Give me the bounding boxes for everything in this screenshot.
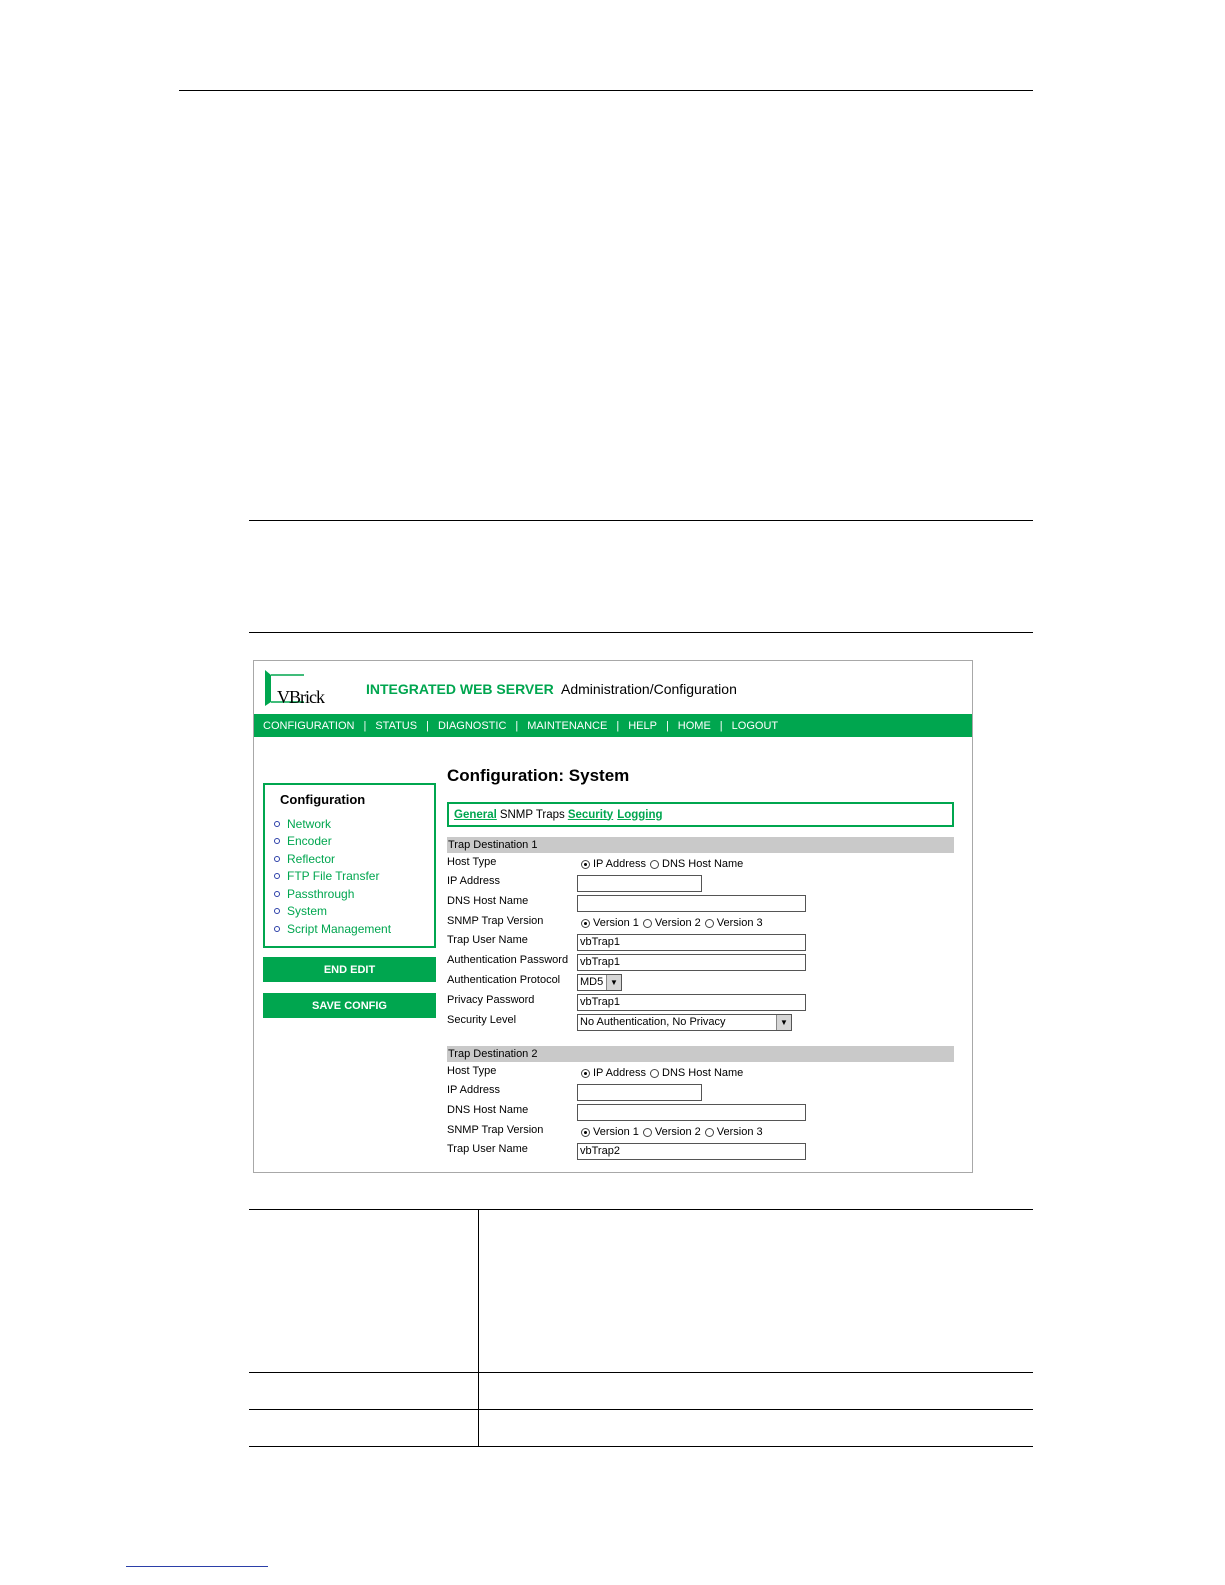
- bullet-icon: [274, 873, 280, 879]
- nav-separator: |: [363, 719, 367, 732]
- logo-text: VBrick: [277, 687, 324, 707]
- trap1-user-row: [447, 932, 954, 952]
- radio-version-2[interactable]: [643, 1128, 652, 1137]
- ip-address-label: IP Address: [447, 1084, 500, 1096]
- sidebar-item-passthrough[interactable]: Passthrough: [274, 885, 391, 903]
- trap2-host-type-row: [447, 1063, 954, 1083]
- trap1-dns-row: [447, 893, 954, 913]
- nav-help[interactable]: HELP: [628, 719, 657, 732]
- save-config-button[interactable]: SAVE CONFIG: [263, 993, 436, 1018]
- note-top-rule: [249, 520, 1033, 521]
- app-title: INTEGRATED WEB SERVER: [366, 681, 554, 697]
- trap2-ip-row: [447, 1082, 954, 1102]
- section-heading-trap1: Trap Destination 1: [447, 837, 954, 853]
- radio-version-2[interactable]: [643, 919, 652, 928]
- auth-protocol-select[interactable]: MD5 ▼: [577, 974, 622, 991]
- section-heading-trap2: Trap Destination 2: [447, 1046, 954, 1062]
- nav-diagnostic[interactable]: DIAGNOSTIC: [437, 719, 507, 732]
- radio-dns-host-name[interactable]: [650, 1069, 659, 1078]
- auth-password-label: Authentication Password: [447, 954, 569, 966]
- snmp-trap-version-label: SNMP Trap Version: [447, 1124, 544, 1136]
- dns-host-name-label: DNS Host Name: [447, 895, 529, 907]
- table-row-rule: [249, 1372, 1033, 1373]
- sidebar-item-network[interactable]: Network: [274, 815, 391, 833]
- sidebar-item-encoder[interactable]: Encoder: [274, 833, 391, 851]
- tab-security[interactable]: Security: [567, 808, 614, 821]
- app-header: [254, 661, 972, 714]
- dropdown-arrow-icon: ▼: [776, 1015, 791, 1030]
- tab-general[interactable]: General: [454, 808, 497, 821]
- sidebar-item-ftp[interactable]: FTP File Transfer: [274, 868, 391, 886]
- top-nav: [254, 714, 972, 737]
- privacy-password-label: Privacy Password: [447, 994, 535, 1006]
- dns-host-name-input[interactable]: [577, 895, 806, 912]
- sidebar-list: [274, 815, 391, 938]
- trap1-priv-pw-row: [447, 992, 954, 1012]
- privacy-password-input[interactable]: vbTrap1: [577, 994, 806, 1011]
- trap2-version-row: [447, 1122, 954, 1142]
- table-top-rule: [249, 1209, 1033, 1210]
- trap1-host-type-row: [447, 854, 954, 874]
- sidebar-item-reflector[interactable]: Reflector: [274, 850, 391, 868]
- host-type-label: Host Type: [447, 1065, 497, 1077]
- trap-user-name-input[interactable]: vbTrap1: [577, 934, 806, 951]
- auth-protocol-label: Authentication Protocol: [447, 974, 561, 986]
- auth-password-input[interactable]: vbTrap1: [577, 954, 806, 971]
- trap1-auth-proto-row: [447, 972, 954, 992]
- table-bottom-rule: [249, 1446, 1033, 1447]
- trap2-user-row: [447, 1141, 954, 1161]
- web-server-screenshot: [253, 660, 973, 1173]
- version-options: Version 1 Version 2 Version 3: [577, 913, 763, 933]
- ip-address-input[interactable]: [577, 875, 702, 892]
- radio-ip-address[interactable]: [581, 1069, 590, 1078]
- bullet-icon: [274, 891, 280, 897]
- dropdown-arrow-icon: ▼: [606, 975, 621, 990]
- host-type-label: Host Type: [447, 856, 497, 868]
- nav-separator: |: [515, 719, 519, 732]
- trap-user-name-input[interactable]: vbTrap2: [577, 1143, 806, 1160]
- bullet-icon: [274, 856, 280, 862]
- bullet-icon: [274, 838, 280, 844]
- security-level-label: Security Level: [447, 1014, 517, 1026]
- page-top-rule: [179, 90, 1033, 91]
- dns-host-name-label: DNS Host Name: [447, 1104, 529, 1116]
- version-options: Version 1 Version 2 Version 3: [577, 1122, 763, 1142]
- radio-version-1[interactable]: [581, 1128, 590, 1137]
- end-edit-button[interactable]: END EDIT: [263, 957, 436, 982]
- radio-version-1[interactable]: [581, 919, 590, 928]
- nav-configuration[interactable]: CONFIGURATION: [263, 719, 355, 732]
- config-sidebar: [263, 783, 436, 948]
- vbrick-logo: [264, 669, 324, 707]
- security-level-select[interactable]: No Authentication, No Privacy ▼: [577, 1014, 792, 1031]
- app-subtitle: Administration/Configuration: [561, 681, 737, 697]
- bullet-icon: [274, 908, 280, 914]
- trap2-dns-row: [447, 1102, 954, 1122]
- bullet-icon: [274, 926, 280, 932]
- bullet-icon: [274, 821, 280, 827]
- footer-link-underline[interactable]: [126, 1566, 268, 1567]
- sidebar-title: Configuration: [280, 792, 366, 807]
- tab-logging[interactable]: Logging: [617, 808, 663, 821]
- nav-home[interactable]: HOME: [677, 719, 711, 732]
- page-title: Configuration: System: [447, 766, 630, 785]
- nav-logout[interactable]: LOGOUT: [731, 719, 779, 732]
- nav-separator: |: [616, 719, 620, 732]
- nav-separator: |: [665, 719, 669, 732]
- dns-host-name-input[interactable]: [577, 1104, 806, 1121]
- nav-maintenance[interactable]: MAINTENANCE: [527, 719, 608, 732]
- sidebar-item-system[interactable]: System: [274, 903, 391, 921]
- table-row-rule: [249, 1409, 1033, 1410]
- ip-address-label: IP Address: [447, 875, 500, 887]
- host-type-options: IP Address DNS Host Name: [577, 1063, 743, 1083]
- radio-dns-host-name[interactable]: [650, 860, 659, 869]
- snmp-trap-version-label: SNMP Trap Version: [447, 915, 544, 927]
- trap1-ip-row: [447, 873, 954, 893]
- radio-version-3[interactable]: [705, 919, 714, 928]
- radio-ip-address[interactable]: [581, 860, 590, 869]
- note-bottom-rule: [249, 632, 1033, 633]
- nav-separator: |: [719, 719, 723, 732]
- nav-separator: |: [426, 719, 429, 732]
- radio-version-3[interactable]: [705, 1128, 714, 1137]
- trap1-sec-level-row: [447, 1012, 954, 1032]
- table-column-rule: [478, 1209, 479, 1446]
- trap-user-name-label: Trap User Name: [447, 934, 528, 946]
- trap1-version-row: [447, 913, 954, 933]
- sidebar-item-script-management[interactable]: Script Management: [274, 920, 391, 938]
- trap1-auth-pw-row: [447, 952, 954, 972]
- host-type-options: IP Address DNS Host Name: [577, 854, 743, 874]
- subtab-bar: [447, 802, 954, 827]
- ip-address-input[interactable]: [577, 1084, 702, 1101]
- tab-snmp-traps: SNMP Traps: [499, 808, 565, 821]
- trap-user-name-label: Trap User Name: [447, 1143, 528, 1155]
- nav-status[interactable]: STATUS: [375, 719, 418, 732]
